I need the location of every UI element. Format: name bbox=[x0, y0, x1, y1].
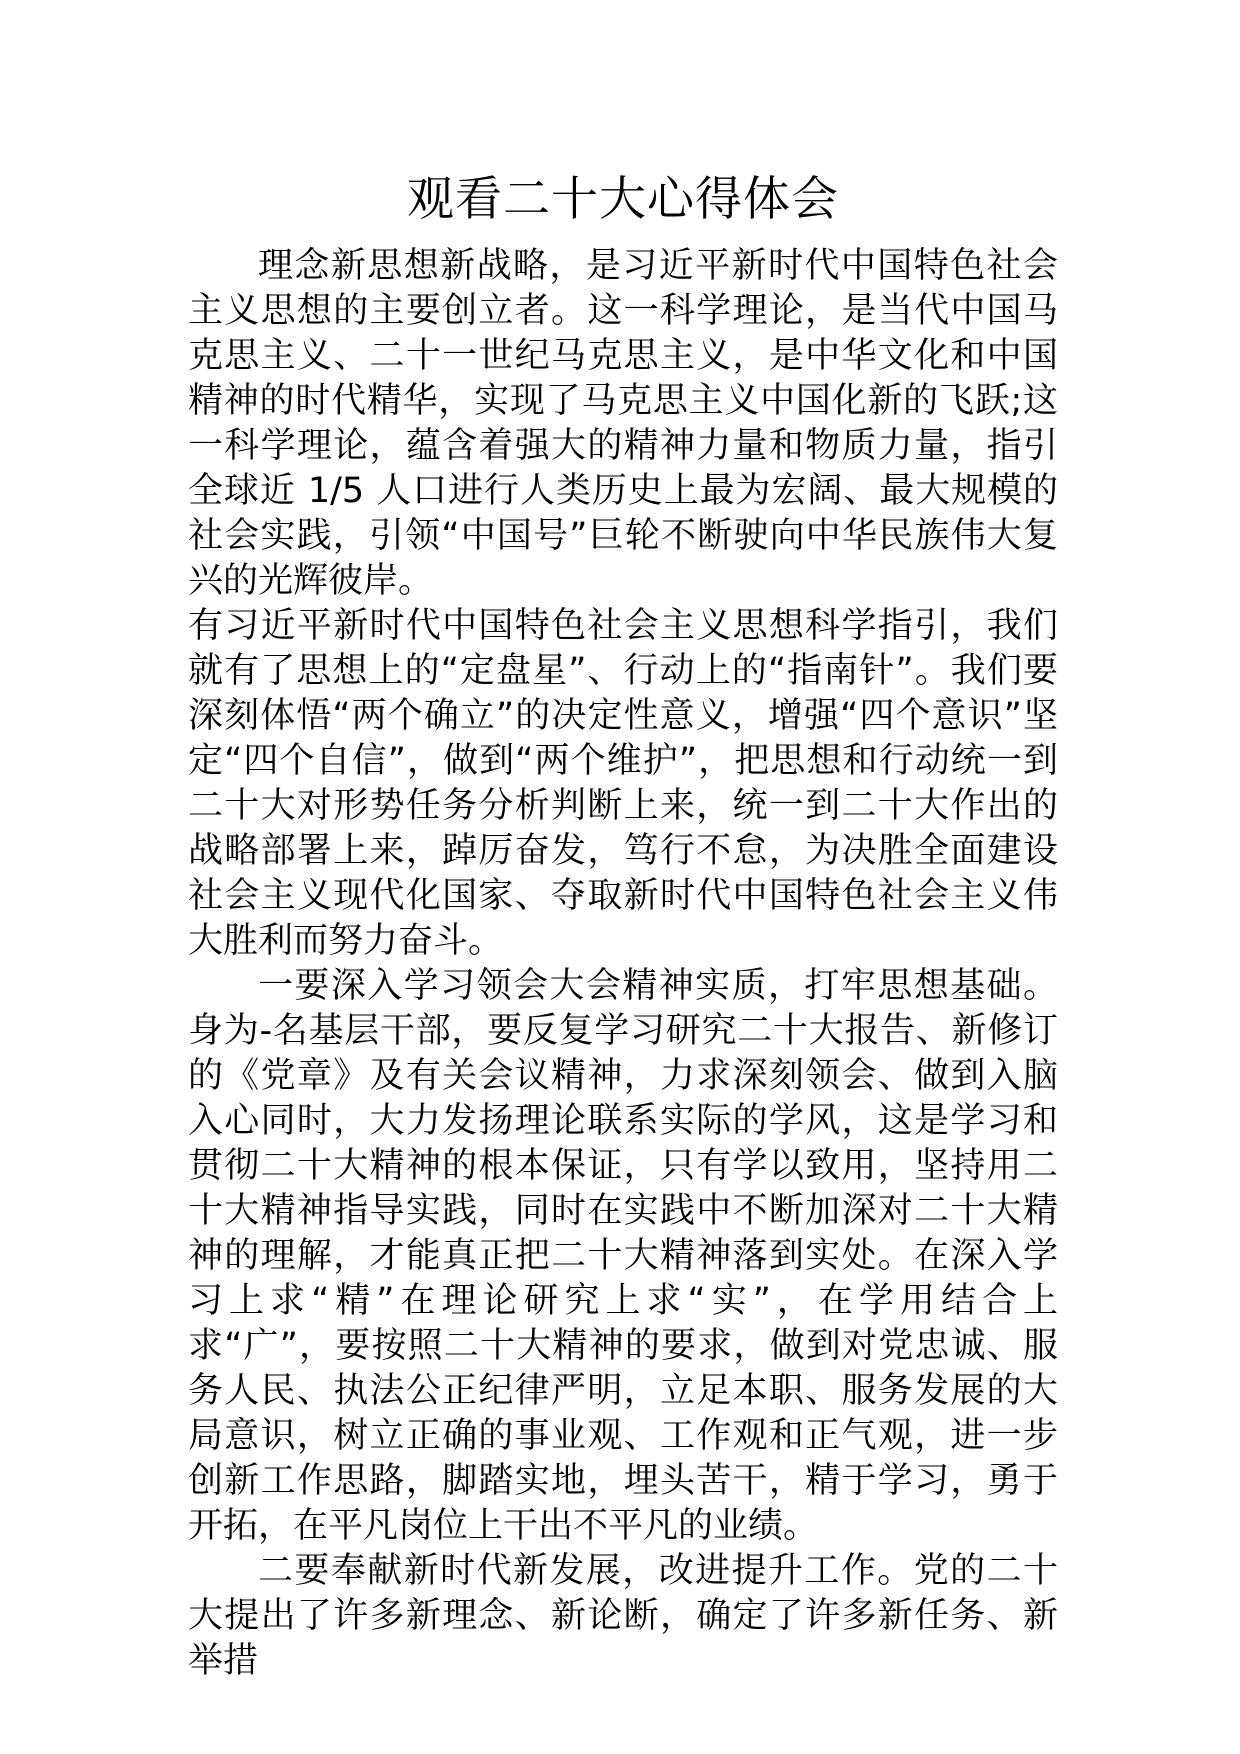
paragraph-3: 一要深入学习领会大会精神实质，打牢思想基础。身为-名基层干部，要反复学习研究二十大报告、新修订的《党章》及有关会议精神，力求深刻领会、做到入脑入心同时，大力发扬理论联系实际的学风，这是学习和贯彻二十大精神的根本保证，只有学以致用，坚持用二十大精神指导实践，同时在实践中不断加深对二十大精神的理解，才能真正把二十大精神落到实处。在深入学习上求“精”在理论研究上求“实”，在学用结合上求“广”，要按照二十大精神的要求，做到对党忠诚、服务人民、执法公正纪律严明，立足本职、服务发展的大局意识，树立正确的事业观、工作观和正气观，进一步创新工作思路，脚踏实地，埋头苦干，精于学习，勇于开拓，在平凡岗位上干出不平凡的业绩。 bbox=[188, 966, 1058, 1546]
document-title: 观看二十大心得体会 bbox=[407, 172, 839, 227]
paragraph-4: 二要奉献新时代新发展，改进提升工作。党的二十大提出了许多新理念、新论断，确定了许多新任务、新举措 bbox=[188, 1551, 1058, 1681]
paragraph-1: 理念新思想新战略，是习近平新时代中国特色社会主义思想的主要创立者。这一科学理论，是当代中国马克思主义、二十一世纪马克思主义，是中华文化和中国精神的时代精华，实现了马克思主义中国化新的飞跃;这一科学理论，蕴含着强大的精神力量和物质力量，指引全球近 1/5 人口进行人类历史上最为宏阔、最大规模的社会实践，引领“中国号”巨轮不断驶向中华民族伟大复兴的光辉彼岸。 bbox=[188, 246, 1058, 601]
paragraph-2: 有习近平新时代中国特色社会主义思想科学指引，我们就有了思想上的“定盘星”、行动上的“指南针”。我们要深刻体悟“两个确立”的决定性意义，增强“四个意识”坚定“四个自信”，做到“两个维护”，把思想和行动统一到二十大对形势任务分析判断上来，统一到二十大作出的战略部署上来，踔厉奋发，笃行不怠，为决胜全面建设社会主义现代化国家、夺取新时代中国特色社会主义伟大胜利而努力奋斗。 bbox=[188, 606, 1059, 961]
document-page bbox=[188, 160, 1058, 1684]
